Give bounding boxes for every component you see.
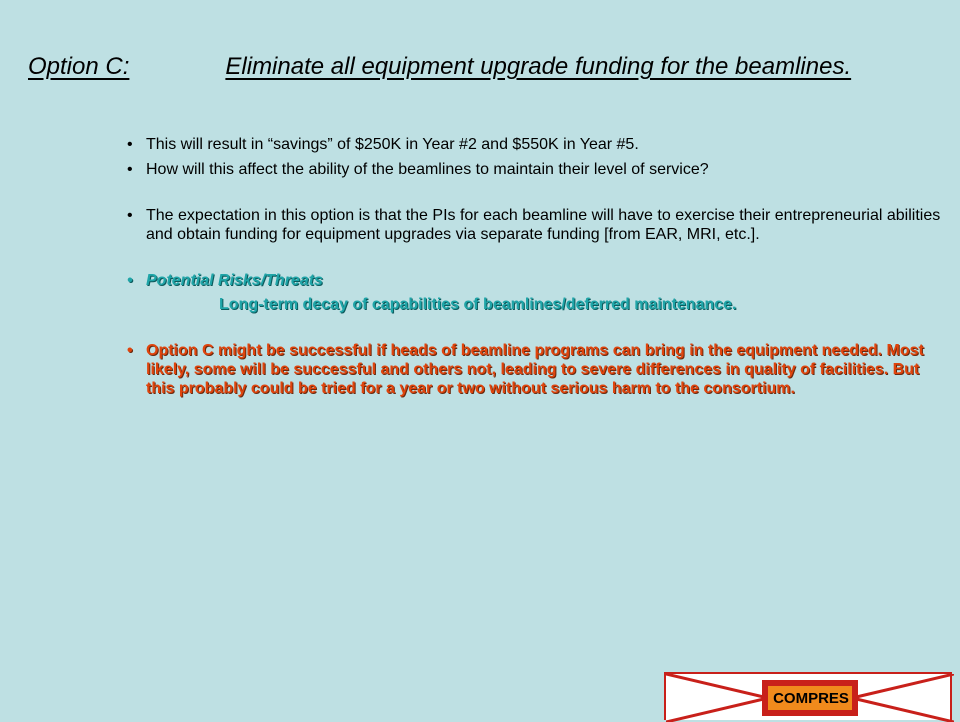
bullet-expectation: • The expectation in this option is that the PIs for each beamline will have to exercise their entrepreneurial abilities and obtain funding for equipment upgrades via separate funding [from EAR, MRI, etc.]. bbox=[127, 206, 947, 244]
bullet-savings: • This will result in “savings” of $250K in Year #2 and $550K in Year #5. bbox=[127, 135, 947, 154]
bullet-list bbox=[127, 135, 947, 398]
bullet-question: • How will this affect the ability of the beamlines to maintain their level of service? bbox=[127, 160, 947, 179]
logo-text: COMPRES bbox=[773, 689, 849, 707]
bullet-risks-heading: • Potential Risks/Threats bbox=[127, 271, 947, 290]
title-label: Option C: bbox=[28, 53, 130, 80]
risks-text: Long-term decay of capabilities of beamlines/deferred maintenance. bbox=[219, 296, 737, 313]
bullet-assessment: • Option C might be successful if heads of beamline programs can bring in the equipment needed. Most likely, some will be successful and others not, leading to severe differences in quality of facilities. But this probably could be tried for a year or two without serious harm to the consortium. bbox=[127, 341, 947, 398]
slide-title bbox=[28, 53, 851, 81]
compres-logo bbox=[664, 672, 952, 720]
title-text: Eliminate all equipment upgrade funding for the beamlines. bbox=[225, 53, 852, 80]
